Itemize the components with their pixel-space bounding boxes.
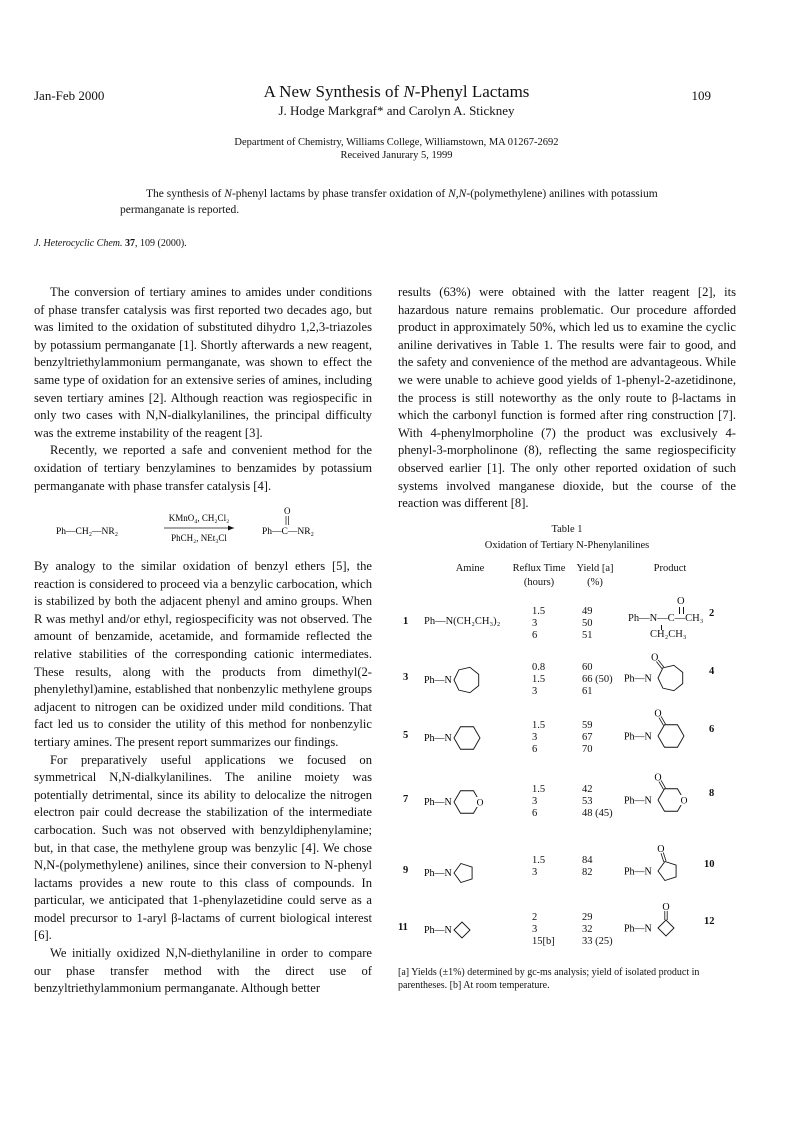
reflux-time-value: 3 — [532, 732, 538, 743]
citation-rest: , 109 (2000). — [134, 238, 187, 249]
product-main-chain: Ph—N—C—CH₃ — [628, 613, 704, 624]
left-para-2: Recently, we reported a safe and convenient method for the oxidation of tertiary benzylamines to benzamides by potassium permanganate with phase transfer catalysis [4]. — [34, 443, 372, 493]
reflux-time-value: 3 — [532, 796, 538, 807]
compound-number: 11 — [398, 922, 408, 933]
product-structure — [628, 596, 708, 642]
yield-value: 33 (25) — [582, 936, 613, 947]
amine-ph-n-label: Ph—N — [424, 675, 452, 686]
product-ring — [658, 725, 684, 748]
journal-issue: Jan-Feb 2000 — [34, 88, 105, 103]
reflux-times — [532, 784, 572, 820]
scheme-reagent-bottom: PhCH₂, NEt₃Cl — [171, 533, 227, 543]
product-ring — [658, 861, 676, 880]
reflux-time-value: 2 — [532, 912, 538, 923]
yield-value: 66 (50) — [582, 674, 613, 685]
amine-ph-n-label: Ph—N — [424, 868, 452, 879]
amine-ring — [454, 863, 472, 882]
scheme-carbonyl-o: O — [284, 506, 291, 516]
amine-ph-n-label: Ph—N — [424, 797, 452, 808]
yield-value: 42 — [582, 784, 593, 795]
scheme-product: Ph—C—NR₂ — [262, 527, 314, 537]
reflux-time-value: 3 — [532, 618, 538, 629]
amine-ring — [454, 922, 470, 938]
header-amine: Amine — [455, 563, 485, 574]
compound-number: 7 — [403, 794, 409, 805]
product-number: 4 — [709, 666, 715, 677]
amine-ring-o: O — [476, 798, 484, 809]
amine-ring — [454, 667, 479, 692]
product-ph-n-label: Ph—N — [624, 673, 652, 685]
yield-value: 50 — [582, 618, 593, 629]
product-carbonyl-o: O — [654, 708, 662, 720]
header-reflux-time: Reflux Time — [512, 563, 566, 574]
header-reflux — [506, 562, 572, 590]
amine-structure — [424, 908, 494, 952]
left-column-bottom — [34, 558, 372, 998]
reflux-time-value: 1.5 — [532, 720, 546, 731]
header-yield — [572, 562, 618, 590]
header-percent: (%) — [587, 577, 603, 588]
compound-number: 9 — [403, 865, 409, 876]
left-para-4: For preparatively useful applications we focused on symmetrical N,N-dialkylanilines. The aniline moiety was potentially detrimental, since its ability to delocalize the nitrogen electron pair could decrease the stabilization of the intermediate carbocation. Such was not observed with benzyldiphenylamine; but, in that case, the methylene group was benzylic [4]. We chose N,N-(polymethylene) anilines, since their conversion to N-phenyl lactams provides a new route to this class of compounds. In particular, we anticipated that 1-phenylazetidine could serve as a model precursor to 1-aryl β-lactams of current biological interest [6]. — [34, 752, 372, 943]
reflux-times — [532, 720, 572, 756]
reflux-time-value: 3 — [532, 924, 538, 935]
yield-value: 67 — [582, 732, 593, 743]
yield-value: 53 — [582, 796, 593, 807]
reflux-time-value: 1.5 — [532, 606, 546, 617]
product-ph-n-label: Ph—N — [624, 866, 652, 878]
right-column-top — [398, 284, 736, 513]
header-yield-label: Yield [a] — [576, 563, 614, 574]
header-product: Product — [653, 563, 687, 574]
abstract-italic-1: N — [224, 188, 232, 200]
table-caption: Oxidation of Tertiary N-Phenylanilines — [484, 540, 650, 551]
product-number: 12 — [704, 916, 715, 927]
abstract-text-3: -(polymethylene) anilines with potassium permanganate is reported. — [120, 188, 658, 216]
yield-value: 60 — [582, 662, 593, 673]
product-structure — [624, 768, 708, 824]
product-number: 10 — [704, 859, 715, 870]
product-structure — [624, 646, 708, 702]
product-ring — [658, 920, 674, 936]
reflux-times — [532, 855, 572, 879]
yield-value: 59 — [582, 720, 593, 731]
product-number: 6 — [709, 724, 715, 735]
reflux-time-value: 0.8 — [532, 662, 546, 673]
amine-ring — [454, 727, 480, 750]
reflux-time-value: 6 — [532, 630, 538, 641]
product-ring — [658, 665, 683, 690]
reaction-scheme — [34, 506, 372, 554]
product-ring-o: O — [680, 796, 688, 807]
product-carbonyl-o: O — [657, 844, 665, 856]
product-ethyl: CH₂CH₃ — [650, 629, 687, 640]
reflux-time-value: 1.5 — [532, 784, 546, 795]
received-date: Received Janurary 5, 1999 — [340, 150, 453, 161]
compound-number: 5 — [403, 730, 409, 741]
reflux-times — [532, 606, 572, 642]
yield-value: 51 — [582, 630, 593, 641]
product-carbonyl-bond-1 — [658, 660, 664, 667]
amine-ph-n-label: Ph—N — [424, 925, 452, 936]
citation-journal: J. Heterocyclic Chem. — [34, 238, 123, 249]
abstract — [120, 186, 680, 218]
compound-number: 1 — [403, 616, 409, 627]
left-para-5: We initially oxidized N,N-diethylaniline in order to compare our phase transfer method with the direct use of benzyltriethylammonium permanganate. Although better — [34, 946, 372, 996]
affiliation: Department of Chemistry, Williams College, Williamstown, MA 01267-2692 — [234, 137, 559, 148]
amine-structure — [424, 716, 494, 760]
product-ph-n-label: Ph—N — [624, 795, 652, 807]
product-carbonyl-o: O — [651, 652, 659, 664]
yield-value: 32 — [582, 924, 593, 935]
header-hours: (hours) — [523, 577, 555, 588]
scheme-reagent-top: KMnO₄, CH₂Cl₂ — [168, 513, 230, 523]
amine-structure — [424, 780, 494, 824]
yield-value: 49 — [582, 606, 593, 617]
product-number: 8 — [709, 788, 715, 799]
page-number: 109 — [691, 88, 711, 103]
paper-title — [0, 82, 793, 102]
scheme-reactant: Ph—CH₂—NR₂ — [56, 527, 119, 537]
yield-value: 29 — [582, 912, 593, 923]
product-structure — [624, 839, 708, 895]
reflux-time-value: 1.5 — [532, 674, 546, 685]
amine-structure: Ph—N(CH₂CH₃)₂ — [424, 616, 501, 627]
title-suffix: -Phenyl Lactams — [414, 82, 530, 101]
product-structure — [624, 704, 708, 760]
reflux-time-value: 3 — [532, 867, 538, 878]
yield-value: 84 — [582, 855, 593, 866]
authors: J. Hodge Markgraf* and Carolyn A. Stickney — [278, 103, 515, 118]
product-structure — [624, 896, 708, 952]
product-ph-n-label: Ph—N — [624, 731, 652, 743]
amine-structure — [424, 851, 494, 895]
table-footnote: [a] Yields (±1%) determined by gc-ms analysis; yield of isolated product in parentheses. [b] At room temperature. — [398, 967, 700, 991]
yield-value: 48 (45) — [582, 808, 613, 819]
reflux-time-value: 6 — [532, 744, 538, 755]
reflux-time-value: 3 — [532, 686, 538, 697]
title-italic: N — [403, 82, 415, 101]
yield-value: 61 — [582, 686, 593, 697]
yield-value: 70 — [582, 744, 593, 755]
abstract-text-2: -phenyl lactams by phase transfer oxidation of — [231, 188, 449, 200]
table-label: Table 1 — [551, 524, 583, 535]
citation-volume: 37 — [124, 238, 135, 249]
amine-structure — [424, 658, 494, 702]
reflux-time-value: 6 — [532, 808, 538, 819]
amine-ph-n-label: Ph—N — [424, 733, 452, 744]
product-carbonyl-o: O — [654, 772, 662, 784]
left-para-1: The conversion of tertiary amines to amides under conditions of phase transfer catalysis was first reported two decades ago, but was limited to the oxidation of substituted dihydro 1,2,3-triazoles by potassium permanganate [1]. Shortly afterwards a new reagent, benzyltriethylammonium permanganate, was shown to effect the same type of oxidation for an extensive series of amines, including seven tertiary amines [2]. Although reaction was regiospecific in only two cases with N,N-dialkylanilines, the principal difficulty was the extreme instability of the reagent [3]. — [34, 285, 372, 440]
affiliation-block — [0, 136, 793, 162]
reflux-time-value: 1.5 — [532, 855, 546, 866]
reflux-times — [532, 662, 572, 698]
product-carbonyl-o: O — [662, 902, 670, 913]
right-para-1: results (63%) were obtained with the latter reagent [2], its hazardous nature remains problematic. Our procedure afforded product in approximately 50%, which led us to examine the cyclic aniline derivatives in Table 1. The results were fair to good, and the safety and convenience of the method are advantageous. While we were unable to achieve good yields of 1-phenyl-2-azetidinone, the process is still noteworthy as the only route to β-lactams in which the carbonyl function is formed after ring construction [7]. With 4-phenylmorpholine (7) the product was exclusively 4-phenyl-3-morpholinone (8), reflecting the same regiospecificity observed earlier [1]. The only other reported oxidation of such systems involved manganese dioxide, but the course of the reaction was different [8]. — [398, 285, 736, 511]
product-number: 2 — [709, 608, 715, 619]
reflux-times — [532, 912, 572, 948]
abstract-italic-2: N,N — [448, 188, 467, 200]
reflux-time-value: 15[b] — [532, 936, 555, 947]
citation — [34, 238, 187, 249]
left-column-top — [34, 284, 372, 495]
abstract-text-1: The synthesis of — [146, 188, 225, 200]
product-carbonyl-o: O — [677, 596, 685, 607]
compound-number: 3 — [403, 672, 409, 683]
title-prefix: A New Synthesis of — [263, 82, 404, 101]
yield-value: 82 — [582, 867, 593, 878]
product-ph-n-label: Ph—N — [624, 923, 652, 935]
scheme-arrowhead — [228, 526, 234, 531]
left-para-3: By analogy to the similar oxidation of benzyl ethers [5], the reaction is considered to proceed via a benzylic carbocation, which is stabilized by both the adjacent phenyl and amino groups. When R was methyl and/or ethyl, regiospecificity was not observed. The amount of benzamide, acetamide, and formamide reflected the relative stabilities of the corresponding cationic intermediates. These results, along with the products from dimethyl(2-phenylethyl)amine, established that nonbenzylic methylene groups adjacent to nitrogen can be oxidized under mild conditions. That fact led us to consider the utility of this method for nonbenzylic tertiary amines. The present report summarizes our findings. — [34, 559, 372, 749]
